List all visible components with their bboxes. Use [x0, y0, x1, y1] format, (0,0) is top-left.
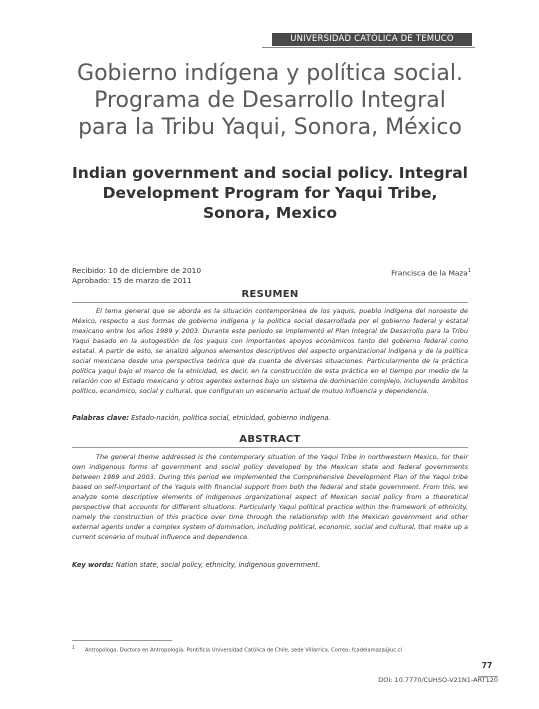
- footnote: [72, 645, 472, 655]
- author-note-mark: 1: [467, 268, 471, 274]
- title-en-line-2: Development Program for Yaqui Tribe,: [102, 184, 438, 202]
- title-en-line-1: Indian government and social policy. Integral: [72, 164, 468, 182]
- title-en-line-3: Sonora, Mexico: [203, 204, 337, 222]
- abstract-body: The general theme addressed is the contemporary situation of the Yaqui Tribe in northwestern Mexico, for their own indigenous forms of government and social policy developed by the Mexican state and federal governments between 1989 and 2003. During this period we implemented the Comprehensive Development Plan of the Yaqui tribe based on self-important of the Yaquis with financial support from both the federal and state government. From this, we analyze some descriptive elements of indigenous organizational aspect of Mexican social policy from a theoretical perspective that accounts for different situations. Particularly Yaqui political practice within the framework of ethnicity, namely the construction of this practice over time through the relationship with the Mexican government and other external agents under a complex system of domination, including political, economic, social and cultural, that make up a current scenario of mutual influence and dependence.: [72, 453, 468, 541]
- university-header: UNIVERSIDAD CATÓLICA DE TEMUCO: [272, 33, 472, 46]
- title-es-line-3: para la Tribu Yaqui, Sonora, México: [78, 115, 462, 140]
- abstract-rule: [72, 447, 468, 448]
- palabras-clave: [72, 413, 468, 423]
- palabras-clave-label: Palabras clave:: [72, 414, 130, 422]
- dates: [72, 266, 201, 286]
- key-words-text: Nation state, social policy, ethnicity, indigenous government.: [113, 561, 321, 569]
- title-english: [60, 163, 480, 223]
- page-number: 77: [481, 661, 493, 670]
- doi: DOI: 10.7770/CUHSO-V21N1-ART120: [378, 676, 498, 684]
- author: [391, 268, 471, 277]
- received-date: Recibido: 10 de diciembre de 2010: [72, 266, 202, 275]
- resumen-rule: [72, 302, 468, 303]
- footnote-text: Antropóloga, Doctora en Antropología, Pontificia Universidad Católica de Chile, sede Villarrica. Correo: fcadelamaza@uc.cl: [84, 647, 403, 654]
- key-words-label: Key words:: [72, 561, 114, 569]
- footnote-mark: 1: [72, 646, 75, 651]
- abstract-heading: ABSTRACT: [239, 434, 301, 445]
- title-es-line-1: Gobierno indígena y política social.: [77, 61, 463, 86]
- title-es-line-2: Programa de Desarrollo Integral: [94, 88, 446, 113]
- resumen-heading: RESUMEN: [241, 289, 299, 300]
- header-rule: [262, 47, 475, 48]
- approved-date: Aprobado: 15 de marzo de 2011: [72, 276, 192, 285]
- key-words: [72, 560, 468, 570]
- title-spanish: [60, 60, 480, 141]
- author-name: Francisca de la Maza: [391, 268, 468, 278]
- palabras-clave-text: Estado-nación, política social, etnicidad, gobierno indígena.: [129, 414, 331, 422]
- resumen-body: El tema general que se aborda es la situación contemporánea de los yaquis, pueblo indígena del noroeste de México, respecto a sus formas de gobierno indígena y la política social desarrollada por el gobierno federal y estatal mexicano entre los años 1989 y 2003. Durante este periodo se implementó el Plan Integral de Desarrollo para la Tribu Yaqui basado en la autogestión de los yaquis con importantes apoyos económicos tanto del gobierno federal como estatal. A partir de esto, se analizó algunos elementos descriptivos del aspecto organizacional indígena y de la política social mexicana desde una perspectiva teórica que da cuenta de diversas situaciones. Particularmente de la práctica política yaqui bajo el marco de la etnicidad, es decir, en la construcción de esta práctica en el tiempo por medio de la relación con el Estado mexicano y otros agentes externos bajo un sistema de dominación complejo, incluyendo ámbitos político, económico, social y cultural, que configuran un escenario actual de mutuo influencia y dependencia.: [72, 307, 468, 395]
- footnote-rule: [72, 640, 172, 641]
